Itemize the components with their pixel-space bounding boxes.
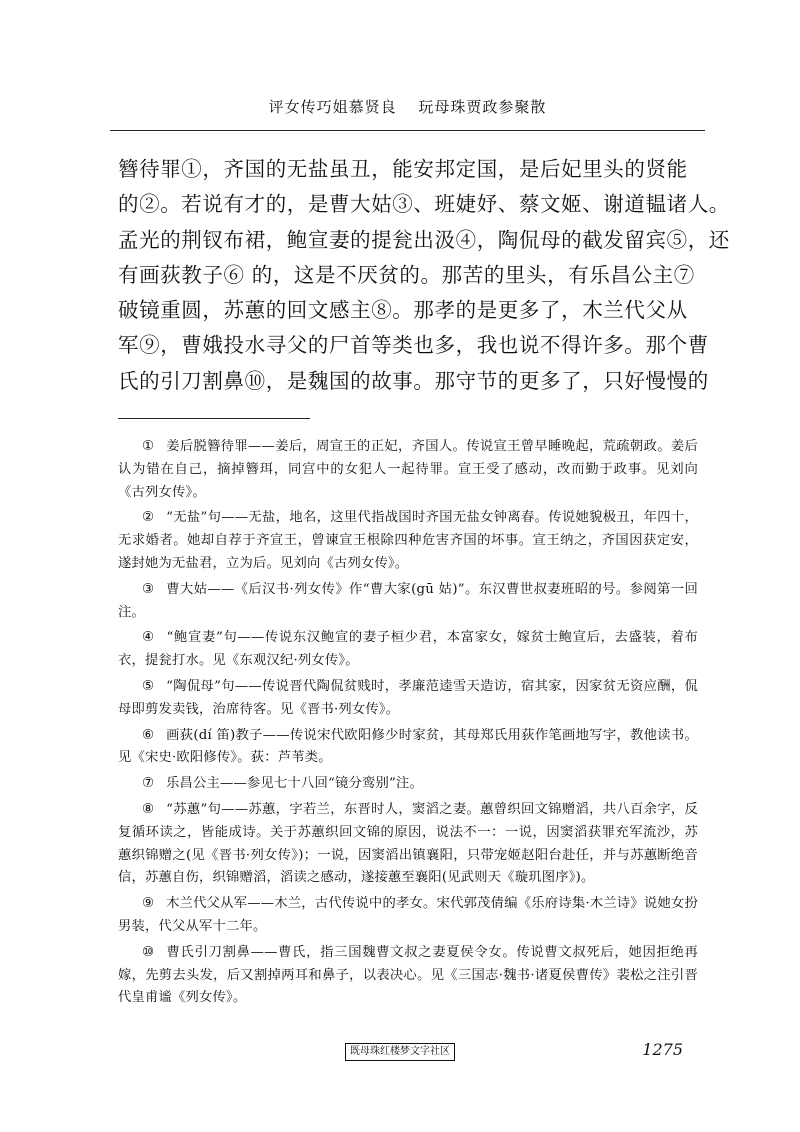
header-right-title: 玩母珠贾政参聚散 — [418, 98, 547, 116]
footnote — [118, 773, 698, 796]
footnote-text: 画荻(dí 笛)教子——传说宋代欧阳修少时家贫，其母郑氏用荻作笔画地写字，教他读书。见《宋史·欧阳修传》。荻：芦苇类。 — [118, 727, 698, 766]
footnote-text: 曹大姑——《后汉书·列女传》作“曹大家(gū 姑)”。东汉曹世叔妻班昭的号。参阅第一回注。 — [118, 581, 698, 620]
footnote-number: ⑧ — [141, 801, 155, 817]
running-header — [110, 96, 705, 117]
text-line: 孟光的荆钗布裙，鲍宣妻的提瓮出汲④，陶侃母的截发留宾⑤，还 — [118, 227, 730, 252]
footnote-text: “苏蕙”句——苏蕙，字若兰，东晋时人，窦滔之妻。蕙曾织回文锦赠滔，共八百余字，反复循环读之，皆能成诗。关于苏蕙织回文锦的原因，说法不一：一说，因窦滔获罪充军流沙，苏蕙织锦赠之(见《晋书·列女传》)；一说，因窦滔出镇襄阳，只带宠姬赵阳台赴任，并与苏蕙断绝音信，苏蕙自伤，织锦赠滔，滔读之感动，遂接蕙至襄阳(见武则天《璇玑图序》)。 — [118, 801, 698, 886]
footnote — [118, 579, 698, 625]
footnote-text: 姜后脱簪待罪——姜后，周宣王的正妃，齐国人。传说宣王曾早睡晚起，荒疏朝政。姜后认为错在自己，摘掉簪珥，同宫中的女犯人一起待罪。宣王受了感动，改而勤于政事。见刘向《古列女传》。 — [118, 439, 698, 500]
footnote-text: 木兰代父从军——木兰，古代传说中的孝女。宋代郭茂倩编《乐府诗集·木兰诗》说她女扮男装，代父从军十二年。 — [118, 896, 698, 934]
footnote-number: ② — [141, 510, 155, 526]
footnote-number: ⑨ — [141, 896, 155, 912]
header-left-title: 评女传巧姐慕贤良 — [268, 98, 397, 116]
text-line: 氏的引刀割鼻⑩，是魏国的故事。那守节的更多了，只好慢慢的 — [118, 368, 709, 393]
footnote — [118, 436, 698, 504]
footnote-number: ⑦ — [141, 776, 155, 792]
footnote-number: ⑥ — [141, 727, 155, 743]
text-line: 簪待罪①，齐国的无盐虽丑，能安邦定国，是后妃里头的贤能 — [118, 157, 688, 181]
footnote-text: 曹氏引刀割鼻——曹氏，指三国魏曹文叔之妻夏侯令女。传说曹文叔死后，她因拒绝再嫁，先剪去头发，后又割掉两耳和鼻子，以表决心。见《三国志·魏书·诸夏侯曹传》裴松之注引晋代皇甫谧《列女传》。 — [118, 944, 698, 1006]
footnote — [118, 676, 698, 722]
footnote-text: “鲍宣妻”句——传说东汉鲍宣的妻子桓少君，本富家女，嫁贫士鲍宣后，去盛装，着布衣，提瓮打水。见《东观汉纪·列女传》。 — [118, 630, 698, 669]
text-line: 破镜重圆，苏蕙的回文感主⑧。那孝的是更多了，木兰代父从 — [118, 298, 688, 323]
footnote-text: “陶侃母”句——传说晋代陶侃贫贱时，孝廉范逵雪天造访，宿其家，因家贫无资应酬，侃母即剪发卖钱，治席待客。见《晋书·列女传》。 — [118, 678, 698, 717]
text-line: 军⑨，曹娥投水寻父的尸首等类也多，我也说不得许多。那个曹 — [118, 333, 709, 358]
text-line: 有画荻教子⑥ 的，这是不厌贫的。那苦的里头，有乐昌公主⑦ — [118, 262, 695, 287]
footnote — [118, 627, 698, 673]
footnote-number: ① — [141, 439, 155, 454]
footnote — [118, 942, 698, 1010]
footnote-number: ③ — [141, 581, 155, 597]
footnote-number: ④ — [141, 630, 155, 646]
source-stamp: 既母珠红楼梦文字社区 — [345, 1043, 455, 1061]
header-rule — [110, 130, 705, 131]
page-number: 1275 — [642, 1040, 683, 1059]
footnote — [118, 507, 698, 575]
footnote-number: ⑤ — [141, 678, 155, 694]
footnote-text: “无盐”句——无盐，地名，这里代指战国时齐国无盐女钟离春。传说她貌极丑，年四十，无求婚者。她却自荐于齐宣王，曾谏宣王根除四种危害齐国的坏事。宣王纳之，齐国因获定安，遂封她为无盐君，立为后。见刘向《古列女传》。 — [118, 510, 698, 571]
footnote-rule — [118, 418, 310, 419]
main-text — [118, 152, 730, 399]
text-line: 的②。若说有才的，是曹大姑③、班婕妤、蔡文姬、谢道韫诸人。 — [118, 192, 730, 217]
footnotes — [118, 436, 698, 1013]
footnote — [118, 893, 698, 939]
footnote-number: ⑩ — [141, 944, 155, 960]
footnote-text: 乐昌公主——参见七十八回“镜分鸾别”注。 — [166, 776, 423, 792]
footnote — [118, 725, 698, 771]
footnote — [118, 799, 698, 890]
